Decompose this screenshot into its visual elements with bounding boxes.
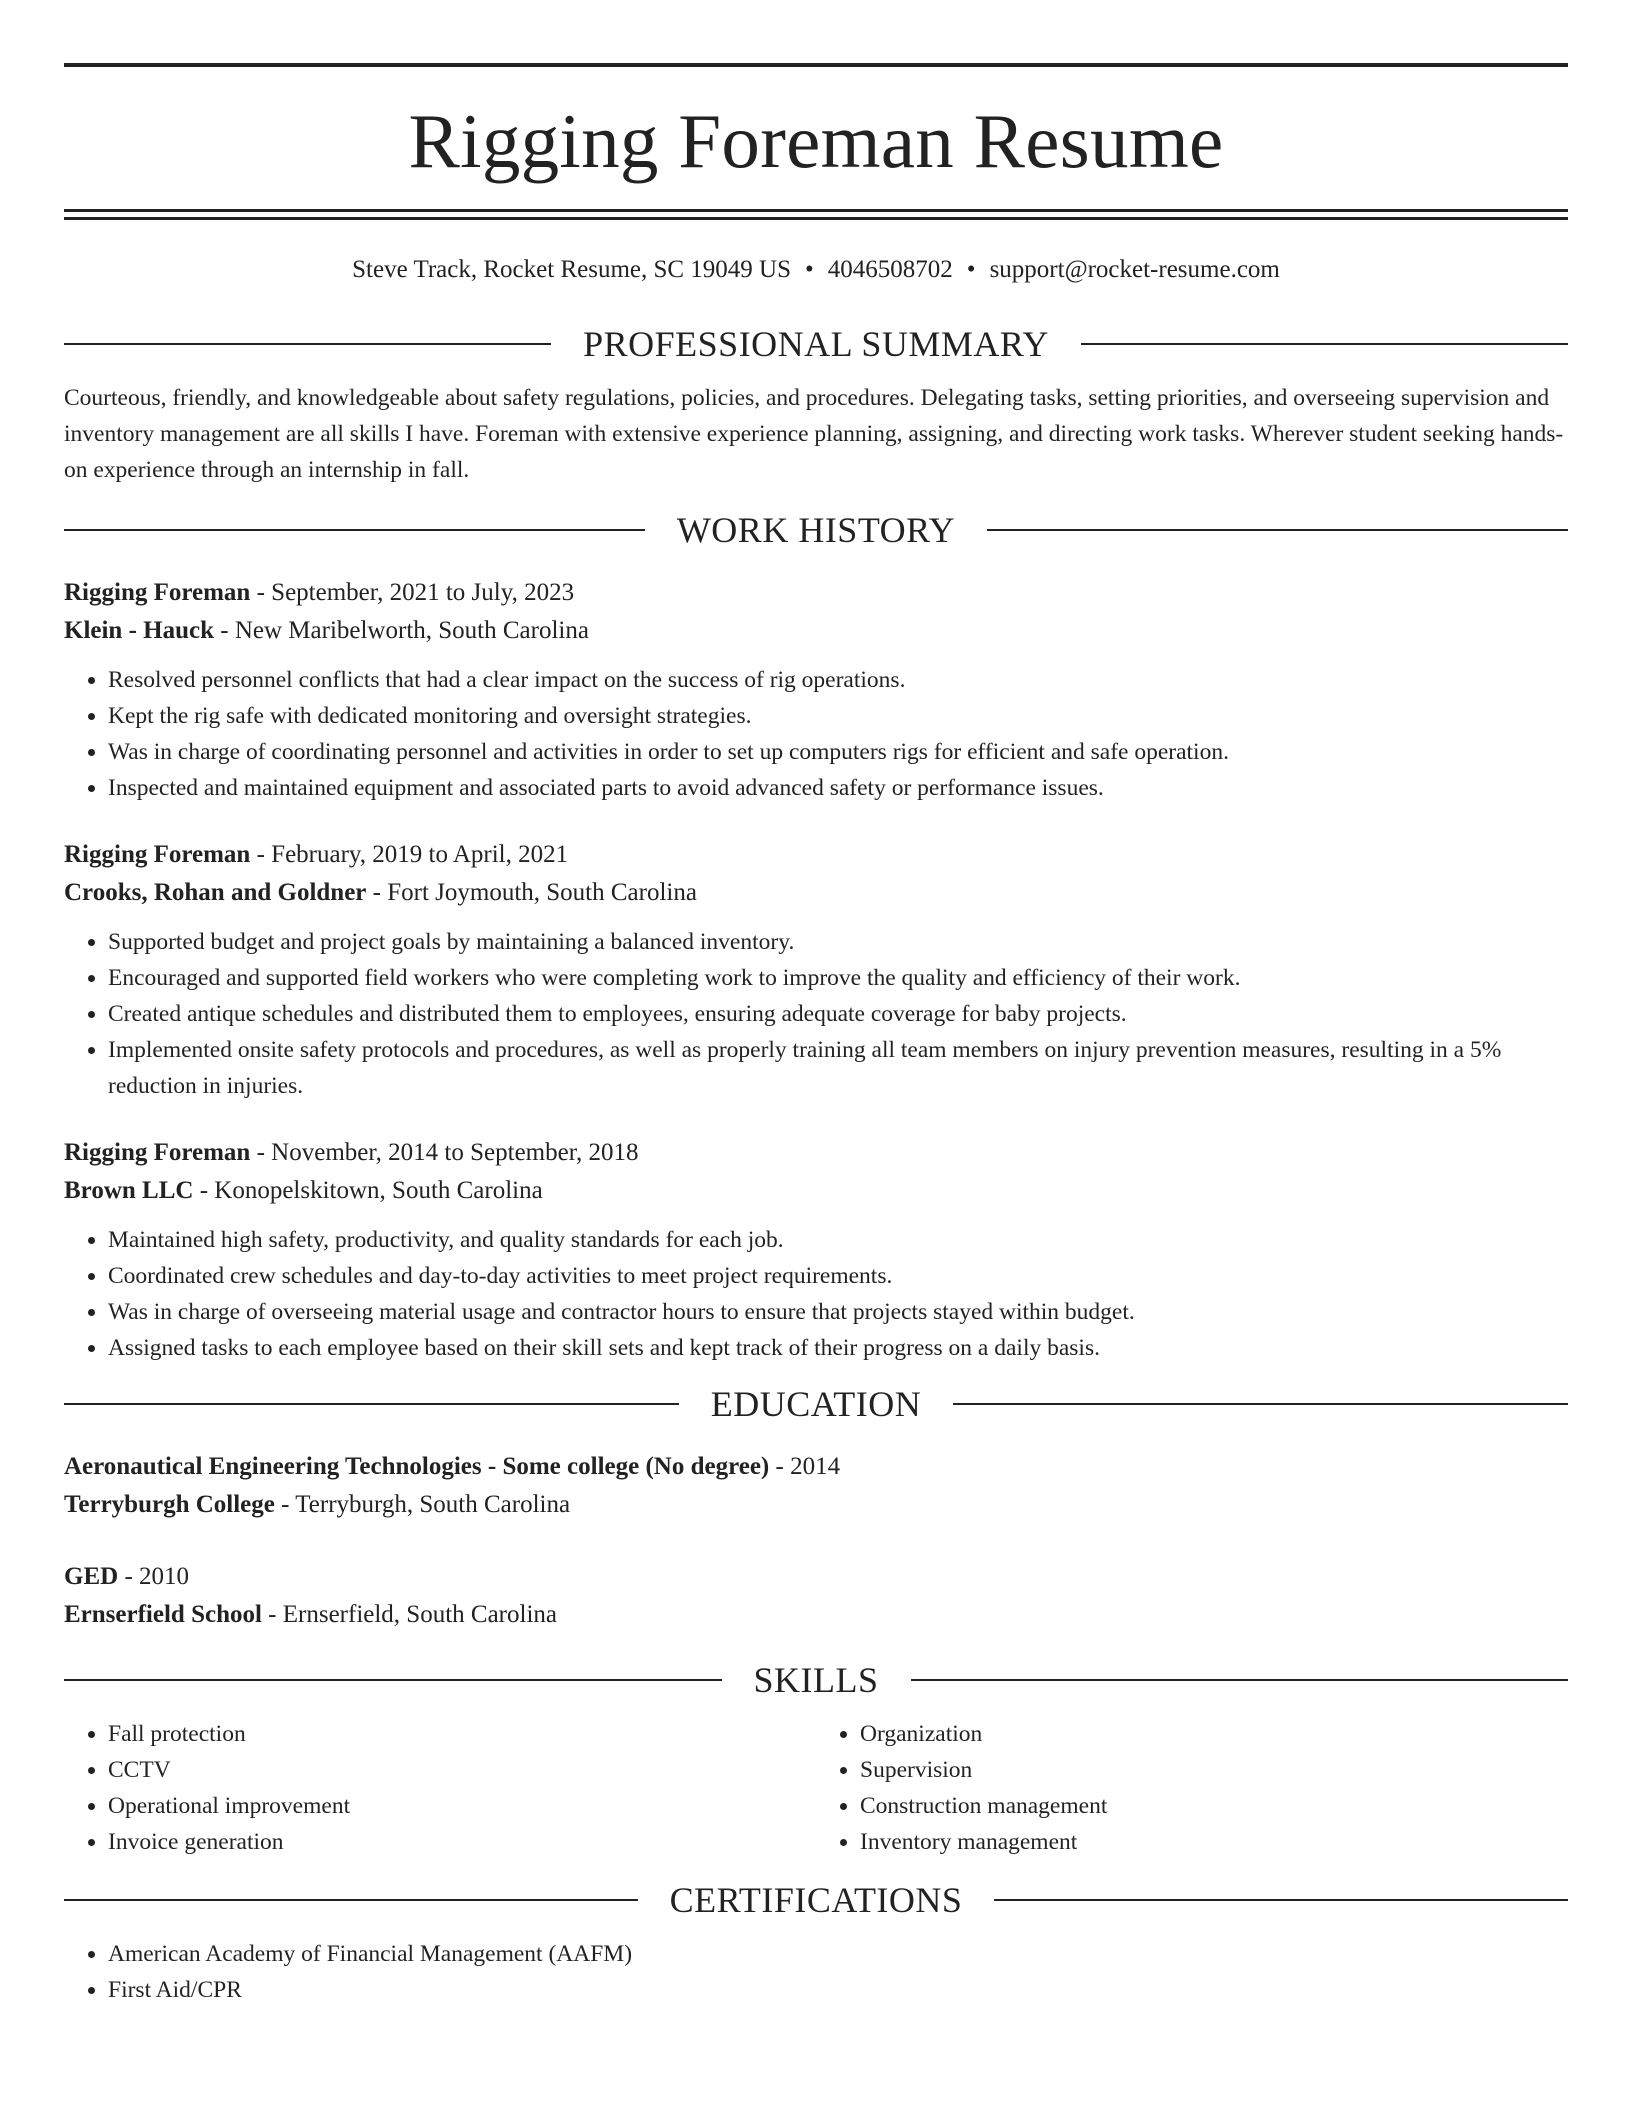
job-title-line bbox=[64, 574, 1568, 612]
skill-item: • Supervision bbox=[860, 1752, 1568, 1788]
section-title: CERTIFICATIONS bbox=[669, 1880, 963, 1920]
document-title: Rigging Foreman Resume bbox=[408, 98, 1224, 184]
education-degree: GED bbox=[64, 1563, 119, 1590]
job-bullet: • Supported budget and project goals by maintaining a balanced inventory. bbox=[108, 924, 1568, 960]
skills-list bbox=[64, 1716, 1568, 1860]
section-title: WORK HISTORY bbox=[676, 510, 956, 550]
certification-item: • First Aid/CPR bbox=[108, 1972, 1568, 2008]
contact-line bbox=[64, 254, 1568, 286]
job-title: Rigging Foreman bbox=[64, 579, 251, 606]
certifications-items bbox=[64, 1936, 1568, 2008]
job-bullet: • Resolved personnel conflicts that had a clear impact on the success of rig operations. bbox=[108, 662, 1568, 698]
skill-item: • Organization bbox=[860, 1716, 1568, 1752]
section-heading-work-history bbox=[64, 508, 1568, 552]
certifications-list bbox=[64, 1936, 1568, 2008]
contact-address: Steve Track, Rocket Resume, SC 19049 US bbox=[352, 256, 792, 283]
section-title: EDUCATION bbox=[710, 1384, 922, 1424]
job-bullet: • Assigned tasks to each employee based on their skill sets and kept track of their progress on a daily basis. bbox=[108, 1330, 1568, 1366]
contact-phone: 4046508702 bbox=[827, 256, 953, 283]
education-school: Ernserfield School bbox=[64, 1601, 262, 1628]
section-title: PROFESSIONAL SUMMARY bbox=[583, 324, 1049, 364]
education-degree-line bbox=[64, 1558, 1568, 1596]
resume-page bbox=[64, 0, 1568, 2008]
education-entry bbox=[64, 1558, 1568, 1634]
summary-text: Courteous, friendly, and knowledgeable about safety regulations, policies, and procedures. Delegating tasks, setting priorities, and overseeing supervision and inventory management are all skills I have. Foreman with extensive experience planning, assigning, and directing work tasks. Wherever student seeking hands-on experience through an internship in fall. bbox=[64, 385, 1564, 483]
skills-column-left bbox=[64, 1716, 816, 1860]
heading-rule bbox=[953, 1403, 1568, 1405]
job-bullet: • Inspected and maintained equipment and associated parts to avoid advanced safety or performance issues. bbox=[108, 770, 1568, 806]
heading-rule bbox=[911, 1679, 1569, 1681]
skill-item: • CCTV bbox=[108, 1752, 816, 1788]
heading-rule bbox=[64, 1679, 722, 1681]
job-dates: - February, 2019 to April, 2021 bbox=[250, 841, 569, 868]
job-dates: - September, 2021 to July, 2023 bbox=[250, 579, 575, 606]
education-degree-line bbox=[64, 1448, 1568, 1486]
skills-column-right bbox=[816, 1716, 1568, 1860]
education-entry bbox=[64, 1448, 1568, 1524]
section-heading-summary bbox=[64, 322, 1568, 366]
heading-rule bbox=[1081, 343, 1568, 345]
job-company: Crooks, Rohan and Goldner bbox=[64, 879, 367, 906]
job-bullets bbox=[64, 1222, 1568, 1366]
education-location: - Ernserfield, South Carolina bbox=[261, 1601, 557, 1628]
job-company: Klein - Hauck bbox=[64, 617, 215, 644]
job-location: - Konopelskitown, South Carolina bbox=[193, 1177, 543, 1204]
skill-item: • Fall protection bbox=[108, 1716, 816, 1752]
job-bullet: • Coordinated crew schedules and day-to-day activities to meet project requirements. bbox=[108, 1258, 1568, 1294]
job-title-line bbox=[64, 836, 1568, 874]
job-company-line bbox=[64, 612, 1568, 650]
job-entry bbox=[64, 836, 1568, 1104]
heading-rule bbox=[987, 529, 1568, 531]
heading-rule bbox=[994, 1899, 1568, 1901]
job-entry bbox=[64, 574, 1568, 806]
title-double-rule bbox=[64, 209, 1568, 220]
job-bullet: • Was in charge of overseeing material usage and contractor hours to ensure that projects stayed within budget. bbox=[108, 1294, 1568, 1330]
job-bullet: • Implemented onsite safety protocols and procedures, as well as properly training all team members on injury prevention measures, resulting in a 5% reduction in injuries. bbox=[108, 1032, 1568, 1104]
education-year: - 2014 bbox=[769, 1453, 841, 1480]
education-degree: Aeronautical Engineering Technologies - Some college (No degree) bbox=[64, 1453, 770, 1480]
job-company: Brown LLC bbox=[64, 1177, 194, 1204]
education-school-line bbox=[64, 1596, 1568, 1634]
section-heading-education bbox=[64, 1382, 1568, 1426]
education-school: Terryburgh College bbox=[64, 1491, 275, 1518]
job-bullets bbox=[64, 662, 1568, 806]
education-year: - 2010 bbox=[118, 1563, 190, 1590]
skill-item: • Inventory management bbox=[860, 1824, 1568, 1860]
job-location: - Fort Joymouth, South Carolina bbox=[366, 879, 697, 906]
job-bullet: • Was in charge of coordinating personnel and activities in order to set up computers rigs for efficient and safe operation. bbox=[108, 734, 1568, 770]
section-heading-certifications bbox=[64, 1878, 1568, 1922]
job-company-line bbox=[64, 874, 1568, 912]
skill-item: • Invoice generation bbox=[108, 1824, 816, 1860]
job-dates: - November, 2014 to September, 2018 bbox=[250, 1139, 639, 1166]
job-location: - New Maribelworth, South Carolina bbox=[214, 617, 589, 644]
job-bullet: • Encouraged and supported field workers who were completing work to improve the quality and efficiency of their work. bbox=[108, 960, 1568, 996]
job-title: Rigging Foreman bbox=[64, 841, 251, 868]
heading-rule bbox=[64, 1403, 679, 1405]
job-company-line bbox=[64, 1172, 1568, 1210]
heading-rule bbox=[64, 343, 551, 345]
job-bullet: • Kept the rig safe with dedicated monitoring and oversight strategies. bbox=[108, 698, 1568, 734]
contact-separator: • bbox=[805, 256, 814, 283]
job-bullet: • Created antique schedules and distributed them to employees, ensuring adequate coverage for baby projects. bbox=[108, 996, 1568, 1032]
section-title: SKILLS bbox=[753, 1660, 879, 1700]
skill-item: • Construction management bbox=[860, 1788, 1568, 1824]
job-title-line bbox=[64, 1134, 1568, 1172]
certification-item: • American Academy of Financial Management (AAFM) bbox=[108, 1936, 1568, 1972]
job-bullets bbox=[64, 924, 1568, 1104]
heading-rule bbox=[64, 529, 645, 531]
job-entry bbox=[64, 1134, 1568, 1366]
job-title: Rigging Foreman bbox=[64, 1139, 251, 1166]
section-heading-skills bbox=[64, 1658, 1568, 1702]
contact-separator: • bbox=[966, 256, 976, 283]
skill-item: • Operational improvement bbox=[108, 1788, 816, 1824]
job-bullet: • Maintained high safety, productivity, and quality standards for each job. bbox=[108, 1222, 1568, 1258]
contact-email: support@rocket-resume.com bbox=[989, 256, 1280, 283]
education-school-line bbox=[64, 1486, 1568, 1524]
top-rule bbox=[64, 63, 1568, 67]
education-location: - Terryburgh, South Carolina bbox=[274, 1491, 571, 1518]
heading-rule bbox=[64, 1899, 638, 1901]
